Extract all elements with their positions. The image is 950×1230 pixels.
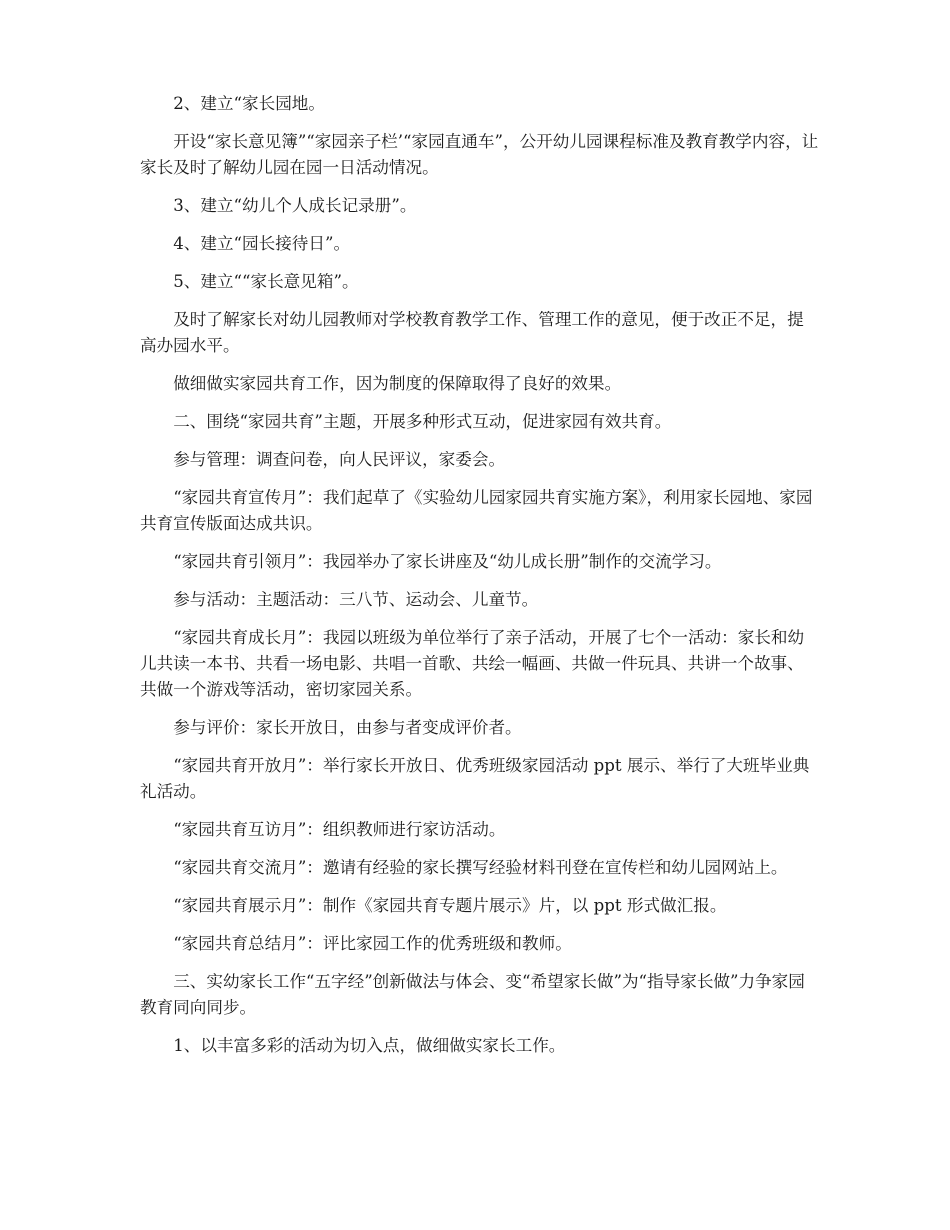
paragraph-6: 及时了解家长对幼儿园教师对学校教育教学工作、管理工作的意见，便于改正不足，提高办园水平。 [140, 310, 804, 355]
paragraph-19: “家园共育总结月”：评比家园工作的优秀班级和教师。 [173, 934, 572, 953]
paragraph-17: “家园共育交流月”：邀请有经验的家长撰写经验材料刊登在宣传栏和幼儿园网站上。 [173, 858, 788, 877]
paragraph-8: 二、围绕“家园共育”主题，开展多种形式互动，促进家园有效共育。 [173, 412, 672, 431]
paragraph-15: “家园共育开放月”：举行家长开放日、优秀班级家园活动 ppt 展示、举行了大班毕业典礼活动。 [140, 756, 810, 801]
paragraph-4: 4、建立“园长接待日”。 [173, 234, 351, 253]
paragraph-9: 参与管理：调查问卷，向人民评议，家委会。 [173, 450, 506, 469]
paragraph-1: 2、建立“家长园地。 [173, 94, 325, 113]
document-body [140, 91, 820, 1071]
paragraph-12: 参与活动：主题活动：三八节、运动会、儿童节。 [173, 590, 539, 609]
paragraph-21: 1、以丰富多彩的活动为切入点，做细做实家长工作。 [173, 1036, 566, 1055]
paragraph-7: 做细做实家园共育工作，因为制度的保障取得了良好的效果。 [173, 374, 622, 393]
paragraph-5: 5、建立““家长意见箱”。 [173, 272, 359, 291]
paragraph-10: “家园共育宣传月”：我们起草了《实验幼儿园家园共育实施方案》，利用家长园地、家园共育宣传版面达成共识。 [140, 488, 813, 533]
paragraph-16: “家园共育互访月”：组织教师进行家访活动。 [173, 820, 506, 839]
paragraph-2: 开设“家长意见簿”“家园亲子栏’“家园直通车”，公开幼儿园课程标准及教育教学内容，让家长及时了解幼儿园在园一日活动情况。 [140, 132, 819, 177]
paragraph-20: 三、实幼家长工作“五字经”创新做法与体会、变“希望家长做”为“指导家长做”力争家园教育同向同步。 [140, 972, 805, 1017]
paragraph-18: “家园共育展示月”：制作《家园共育专题片展示》片，以 ppt 形式做汇报。 [173, 896, 727, 915]
paragraph-11: “家园共育引领月”：我园举办了家长讲座及“幼儿成长册”制作的交流学习。 [173, 552, 722, 571]
paragraph-3: 3、建立“幼儿个人成长记录册”。 [173, 196, 417, 215]
paragraph-14: 参与评价：家长开放日，由参与者变成评价者。 [173, 718, 522, 737]
paragraph-13: “家园共育成长月”：我园以班级为单位举行了亲子活动，开展了七个一活动：家长和幼儿共读一本书、共看一场电影、共唱一首歌、共绘一幅画、共做一件玩具、共讲一个故事、共做一个游戏等活动，密切家园关系。 [140, 628, 805, 699]
